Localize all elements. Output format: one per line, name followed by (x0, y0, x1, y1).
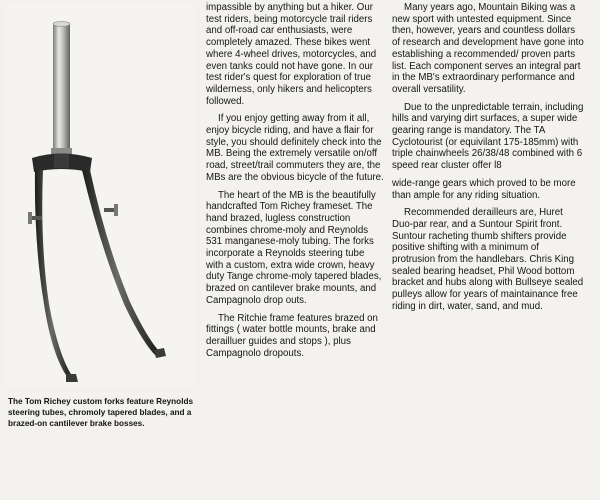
paragraph: The Ritchie frame features brazed on fittings ( water bottle mounts, brake and derailluer guides and stops ), plus Campagnolo dropouts. (206, 312, 378, 359)
paragraph: The heart of the MB is the beautifully handcrafted Tom Richey frameset. The hand brazed, lugless construction combines chrome-moly and Reynolds 531 manganese-moly tubing. The forks incorporate a Reynolds steering tube with a custom, extra wide crown, heavy duty Tange chrome-moly tapered blades, brazed on cantilever brake mounts, and Campagnolo drop outs. (206, 189, 382, 306)
bicycle-fork-image (6, 4, 194, 386)
paragraph: Many years ago, Mountain Biking was a new sport with untested equipment. Since then, however, years and countless dollars of research and development have gone into establishing a recommended/ proven parts list. Each component serves an integral part in the MB's extraordinary performance and overall versatility. (392, 2, 584, 95)
article-column-1 (206, 2, 384, 365)
fork-photo (6, 4, 194, 386)
paragraph: If you enjoy getting away from it all, enjoy bicycle riding, and have a flair for style, you should definitely check into the MB. Being the extremely versatile on/off road, street/trail commuters they are, the MBs are the obvious bicycle of the future. (206, 113, 384, 183)
paragraph: impassible by anything but a hiker. Our test riders, being motorcycle trail riders and off-road car enthusiasts, were completely amazed. These bikes went where 4-wheel drives, motorcycles, and even tanks could not have gone. In our test rider's quest for exploration of true wilderness, only hikers and helicopters followed. (206, 2, 377, 107)
photo-caption: The Tom Richey custom forks feature Reynolds steering tubes, chromoly tapered blades, and a brazed-on cantilever brake bosses. (8, 397, 194, 428)
paragraph: Recommended derailleurs are, Huret Duo-par rear, and a Suntour Spirit front. Suntour racheting thumb shifters provide positive shifting with a minimum of protrusion from the handlebars. Chris King sealed bearing headset, Phil Wood bottom bracket and hubs along with Bullseye sealed pulleys allow for years of maintainance free riding in dirt, water, sand, and mud. (392, 207, 584, 312)
paragraph: wide-range gears which proved to be more than ample for any riding situation. (392, 177, 576, 201)
article-column-2 (392, 2, 584, 319)
paragraph: Due to the unpredictable terrain, including hills and varying dirt surfaces, a super wide gearing range is mandatory. The TA Cyclotourist (or equivilant 175-185mm) with triple chainwheels 26/38/48 combined with 6 speed rear cluster offer l8 (392, 101, 584, 172)
